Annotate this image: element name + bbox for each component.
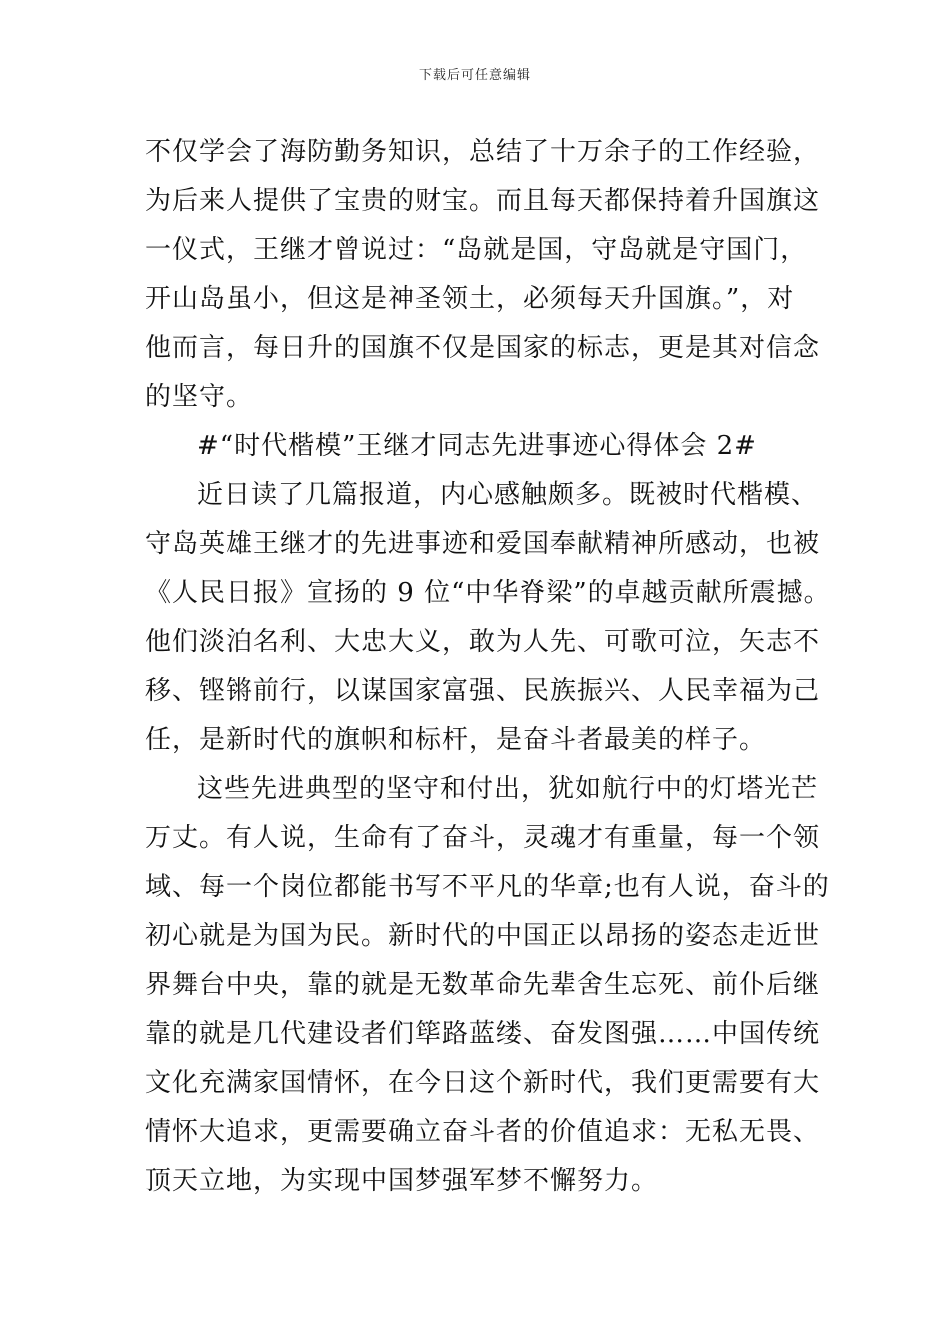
- text-line: 移、铿锵前行，以谋国家富强、民族振兴、人民幸福为己: [145, 676, 821, 706]
- text-line: 《人民日报》宣扬的 9 位“中华脊梁”的卓越贡献所震撼。: [145, 578, 831, 608]
- section-heading: #“时代楷模”王继才同志先进事迹心得体会 2#: [197, 431, 757, 461]
- text-line: 界舞台中央，靠的就是无数革命先辈舍生忘死、前仆后继: [145, 970, 821, 1000]
- text-line: 为后来人提供了宝贵的财宝。而且每天都保持着升国旗这: [145, 186, 821, 216]
- paragraph-first-line: 这些先进典型的坚守和付出，犹如航行中的灯塔光芒: [197, 774, 819, 804]
- text-line: 不仅学会了海防勤务知识，总结了十万余子的工作经验，: [145, 137, 821, 167]
- text-line: 文化充满家国情怀，在今日这个新时代，我们更需要有大: [145, 1068, 821, 1098]
- paragraph-first-line: 近日读了几篇报道，内心感触颇多。既被时代楷模、: [197, 480, 819, 510]
- text-line: 任，是新时代的旗帜和标杆，是奋斗者最美的样子。: [145, 725, 767, 755]
- text-line: 他们淡泊名利、大忠大义，敢为人先、可歌可泣，矢志不: [145, 627, 821, 657]
- text-line: 守岛英雄王继才的先进事迹和爱国奉献精神所感动，也被: [145, 529, 821, 559]
- text-line: 靠的就是几代建设者们筚路蓝缕、奋发图强……中国传统: [145, 1019, 821, 1049]
- text-line: 开山岛虽小，但这是神圣领土，必须每天升国旗。”，对: [145, 284, 795, 314]
- text-line: 域、每一个岗位都能书写不平凡的华章;也有人说，奋斗的: [145, 872, 830, 902]
- text-line: 情怀大追求，更需要确立奋斗者的价值追求：无私无畏、: [145, 1117, 821, 1147]
- text-line: 一仪式，王继才曾说过：“岛就是国，守岛就是守国门，: [145, 235, 808, 265]
- text-line: 顶天立地，为实现中国梦强军梦不懈努力。: [145, 1166, 659, 1196]
- text-line: 他而言，每日升的国旗不仅是国家的标志，更是其对信念: [145, 333, 821, 363]
- document-body: [145, 128, 831, 1206]
- header-note: 下载后可任意编辑: [418, 68, 531, 83]
- text-line: 的坚守。: [145, 382, 254, 412]
- text-line: 初心就是为国为民。新时代的中国正以昂扬的姿态走近世: [145, 921, 821, 951]
- text-line: 万丈。有人说，生命有了奋斗，灵魂才有重量，每一个领: [145, 823, 821, 853]
